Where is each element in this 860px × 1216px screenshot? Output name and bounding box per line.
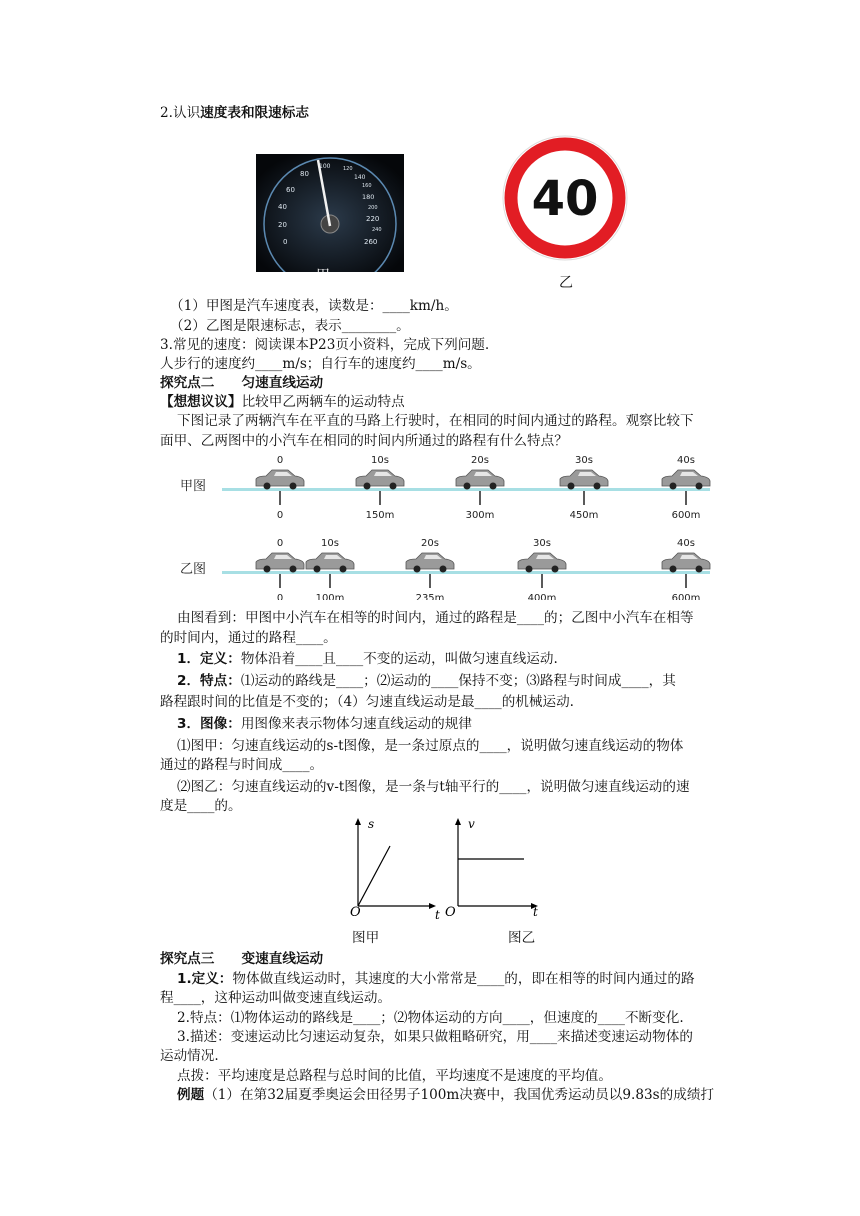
section-title: 2.认识速度表和限速标志 <box>160 105 309 121</box>
figure-caption: 乙 <box>559 275 573 291</box>
tip-text: 点拨：平均速度是总路程与总时间的比值，平均速度不是速度的平均值。 <box>177 1068 612 1084</box>
car-icon <box>306 553 354 573</box>
axis-label: s <box>368 817 375 831</box>
tick-label: 240 <box>372 227 382 233</box>
question-text: （1）甲图是汽车速度表，读数是：____km/h。 <box>170 298 458 314</box>
paragraph: ⑵图乙：匀速直线运动的v-t图像，是一条与t轴平行的____，说明做匀速直线运动的速 <box>177 779 690 795</box>
car-icon <box>256 470 304 490</box>
paragraph: 面甲、乙两图中的小汽车在相同的时间内所通过的路程有什么特点？ <box>160 433 568 449</box>
section-heading: 探究点三 变速直线运动 <box>160 951 324 967</box>
distance-label: 100m <box>315 593 345 600</box>
axis-label: t <box>533 905 538 919</box>
question-text: （2）乙图是限速标志，表示________。 <box>170 318 410 334</box>
tick-label: 180 <box>362 193 375 201</box>
origin-label: O <box>445 905 456 920</box>
speedometer-figure <box>256 154 404 284</box>
distance-label: 400m <box>527 593 557 600</box>
paragraph: 的时间内，通过的路程____。 <box>160 630 337 646</box>
paragraph: 程____，这种运动叫做变速直线运动。 <box>160 990 392 1006</box>
example: 例题（1）在第32届夏季奥运会田径男子100m决赛中，我国优秀运动员以9.83s的成绩打 <box>177 1087 715 1103</box>
vt-graph <box>442 814 562 924</box>
tick-label: 80 <box>300 170 309 178</box>
time-label: 10s <box>371 455 389 466</box>
time-label: 30s <box>575 455 593 466</box>
tick-label: 160 <box>362 183 372 189</box>
paragraph: 通过的路程与时间成____。 <box>160 757 324 773</box>
time-label: 20s <box>421 538 439 549</box>
car-icon <box>662 470 710 490</box>
distance-label: 0 <box>276 593 284 600</box>
graph-intro: 3．图像：用图像来表示物体匀速直线运动的规律 <box>177 716 472 732</box>
distance-label: 235m <box>415 593 445 600</box>
car-icon <box>256 553 304 573</box>
distance-label: 600m <box>671 510 701 521</box>
distance-label: 150m <box>365 510 395 521</box>
time-label: 0 <box>276 455 284 466</box>
question-text: 3.常见的速度：阅读课本P23页小资料，完成下列问题. <box>160 337 490 353</box>
speed-limit-value: 40 <box>531 171 599 227</box>
definition: 1.定义：物体做直线运动时，其速度的大小常常是____的，即在相等的时间内通过的路 <box>177 971 695 987</box>
tick-label: 140 <box>354 174 366 181</box>
car-icon <box>356 470 404 490</box>
paragraph: 2.特点：⑴物体运动的路线是____；⑵物体运动的方向____，但速度的____不断变化. <box>177 1010 684 1026</box>
tick-label: 100 <box>319 163 331 170</box>
tick-label: 0 <box>283 238 288 246</box>
tick-label: 120 <box>343 166 353 172</box>
paragraph: 路程跟时间的比值是不变的；（4）匀速直线运动是最____的机械运动. <box>160 694 574 710</box>
axis-label: t <box>435 908 440 922</box>
st-line <box>358 846 390 906</box>
speed-limit-sign <box>500 133 630 263</box>
car-icon <box>518 553 566 573</box>
time-label: 40s <box>677 538 695 549</box>
tick-label: 260 <box>364 238 378 246</box>
discuss-prompt: 【想想议议】比较甲乙两辆车的运动特点 <box>160 394 405 410</box>
features: 2．特点：⑴运动的路线是____；⑵运动的____保持不变；⑶路程与时间成____，其 <box>177 673 676 689</box>
time-label: 20s <box>471 455 489 466</box>
car-icon <box>406 553 454 573</box>
cars-motion-figure <box>170 450 720 600</box>
time-label: 10s <box>321 538 339 549</box>
speedometer-dial <box>256 154 404 272</box>
tick-label: 200 <box>368 205 378 211</box>
time-label: 40s <box>677 455 695 466</box>
section-heading: 探究点二 匀速直线运动 <box>160 375 324 391</box>
distance-label: 600m <box>671 593 701 600</box>
distance-label: 450m <box>569 510 599 521</box>
car-icon <box>662 553 710 573</box>
axis-label: v <box>468 817 475 831</box>
time-label: 30s <box>533 538 551 549</box>
row-label: 甲图 <box>180 479 207 494</box>
definition: 1．定义：物体沿着____且____不变的运动，叫做匀速直线运动. <box>177 651 558 667</box>
car-icon <box>560 470 608 490</box>
graph-caption: 图甲 <box>352 930 380 946</box>
tick-label: 20 <box>278 221 287 229</box>
car-icon <box>456 470 504 490</box>
paragraph: 由图看到：甲图中小汽车在相等的时间内，通过的路程是____的；乙图中小汽车在相等 <box>177 610 694 626</box>
paragraph: 运动情况. <box>160 1048 219 1064</box>
tick-label: 40 <box>278 203 287 211</box>
tick-label: 220 <box>366 215 380 223</box>
question-text: 人步行的速度约____m/s；自行车的速度约____m/s。 <box>160 356 481 372</box>
time-label: 0 <box>276 538 284 549</box>
origin-label: O <box>350 905 361 920</box>
paragraph: 3.描述：变速运动比匀速运动复杂，如果只做粗略研究，用____来描述变速运动物体的 <box>177 1029 693 1045</box>
distance-label: 300m <box>465 510 495 521</box>
distance-label: 0 <box>276 510 284 521</box>
paragraph: ⑴图甲：匀速直线运动的s-t图像，是一条过原点的____，说明做匀速直线运动的物体 <box>177 738 684 754</box>
paragraph: 度是____的。 <box>160 798 242 814</box>
tick-label: 60 <box>286 186 295 194</box>
paragraph: 下图记录了两辆汽车在平直的马路上行驶时，在相同的时间内通过的路程。观察比较下 <box>177 413 694 429</box>
graph-caption: 图乙 <box>508 930 536 946</box>
figure-caption: 甲 <box>316 268 330 284</box>
row-label: 乙图 <box>180 562 207 577</box>
